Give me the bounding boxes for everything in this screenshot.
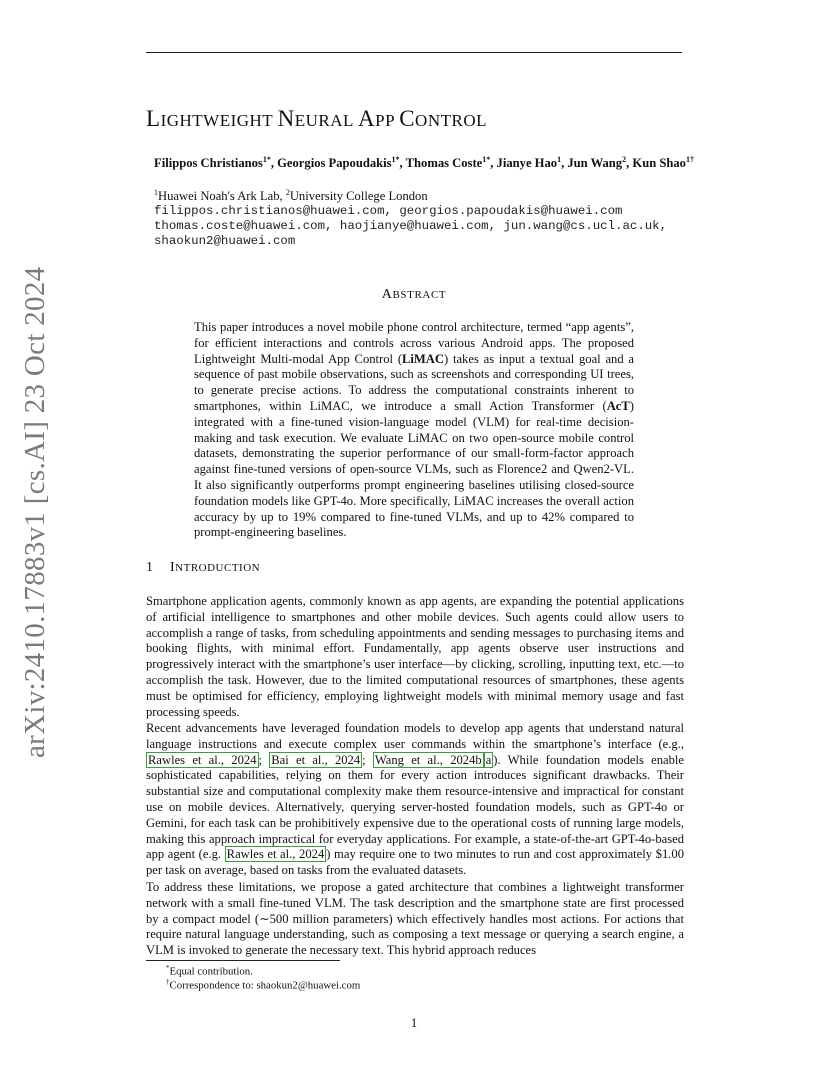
title-part: A xyxy=(358,106,376,131)
top-rule xyxy=(146,52,682,53)
author: Jianye Hao$^1$, xyxy=(496,155,568,171)
title-part: L xyxy=(146,106,161,131)
author: Georgios Papoudakis$^{1*}$, xyxy=(277,155,406,171)
paragraph: Recent advancements have leveraged foundation models to develop app agents that understand natural language instructions and execute complex user commands within the smartphone’s interface (e.g., Rawles et al., 2024 ; Bai et al., 2024 ; Wang et al., 2024b a ). While foundation models enable sophisticated capabilities, relying on them for every action introduces significant drawbacks. Their substantial size and computational complexity make them resource-intensive and impractical for constant use on mobile devices. Alternatively, querying server-hosted foundation models, such as GPT-4o or Gemini, for each task can be prohibitively expensive due to the operational costs of running large models, making this approach impractical for everyday applications. For example, a state-of-the-art GPT-4o-based app agent (e.g. Rawles et al., 2024 ) may require one to two minutes to run and cost approximately $1.00 per task on average, based on tasks from the evaluated datasets. xyxy=(146,721,684,878)
author: Thomas Coste$^{1*}$, xyxy=(405,155,497,171)
abstract-heading: ABSTRACT xyxy=(381,287,447,302)
citation-link[interactable]: Rawles et al., 2024 xyxy=(148,752,257,767)
title-part: ONTROL xyxy=(415,111,487,130)
author: Kun Shao$^{1\dagger}$ xyxy=(632,155,694,171)
footnote-rule xyxy=(146,960,340,961)
author: Filippos Christianos$^{1*}$, xyxy=(154,155,278,171)
page-number: 1 xyxy=(410,1016,418,1030)
title-part: PP xyxy=(375,111,400,130)
title-part: C xyxy=(399,106,416,131)
arxiv-identifier: arXiv:2410.17883v1 [cs.AI] 23 Oct 2024 xyxy=(19,266,51,758)
affiliations: $^1$Huawei Noah's Ark Lab, $^2$University College London xyxy=(154,188,428,204)
citation-link[interactable]: Rawles et al., 2024 xyxy=(226,847,325,862)
title-part: IGHTWEIGHT xyxy=(160,111,278,130)
title-part: N xyxy=(277,106,295,131)
citation-link[interactable]: a xyxy=(485,752,492,767)
title-part: EURAL xyxy=(294,111,359,130)
footnote: *Equal contribution. xyxy=(166,964,253,978)
email-line: filippos.christianos@huawei.com, georgios.papoudakis@huawei.com xyxy=(154,204,623,218)
paragraph: Smartphone application agents, commonly known as app agents, are expanding the potential applications of artificial intelligence to smartphones and other mobile devices. Such agents could allow users to accomplish a range of tasks, from scheduling appointments and sending messages to purchasing items and booking flights, with minimal effort. Fundamentally, app agents observe user instructions and progressively interact with the smartphone’s user interface—by clicking, scrolling, inputting text, etc.—to accomplish the task. However, due to the limited computational resources of smartphones, these agents must be optimised for efficiency, employing lightweight models with minimal memory usage and fast processing speeds. xyxy=(146,594,684,719)
citation-link[interactable]: Bai et al., 2024 xyxy=(271,752,361,767)
author: Jun Wang$^2$, xyxy=(567,155,633,171)
abstract-text: This paper introduces a novel mobile phone control architecture, termed “app agents”, for efficient interactions and controls across various Android apps. The proposed Lightweight Multi-modal App Control (LiMAC) takes as input a textual goal and a sequence of past mobile observations, such as screenshots and corresponding UI trees, to generate precise actions. To address the computational constraints inherent to smartphones, within LiMAC, we introduce a small Action Transformer (AcT) integrated with a fine-tuned vision-language model (VLM) for real-time decision-making and task execution. We evaluate LiMAC on two open-source mobile control datasets, demonstrating the superior performance of our small-form-factor approach against fine-tuned versions of open-source VLMs, such as Florence2 and Qwen2-VL. It also significantly outperforms prompt engineering baselines utilising closed-source foundation models like GPT-4o. More specifically, LiMAC increases the overall action accuracy by up to 19% compared to fine-tuned VLMs, and up to 42% compared to prompt-engineering baselines. xyxy=(194,320,634,540)
section-heading: 1 INTRODUCTION xyxy=(146,560,261,575)
email-line: thomas.coste@huawei.com, haojianye@huawei.com, jun.wang@cs.ucl.ac.uk, xyxy=(154,219,668,233)
paper-title xyxy=(146,106,487,132)
citation-link[interactable]: Wang et al., 2024b xyxy=(374,752,482,767)
footnote: †Correspondence to: shaokun2@huawei.com xyxy=(166,978,361,992)
email-line: shaokun2@huawei.com xyxy=(154,234,296,248)
paragraph: To address these limitations, we propose a gated architecture that combines a lightweight transformer network with a small fine-tuned VLM. The task description and the smartphone state are first processed by a compact model (∼500 million parameters) which effectively handles most actions. For actions that require natural language understanding, such as composing a text message or querying a search engine, a VLM is invoked to generate the necessary text. This hybrid approach reduces xyxy=(146,880,684,958)
author-list xyxy=(154,155,694,171)
